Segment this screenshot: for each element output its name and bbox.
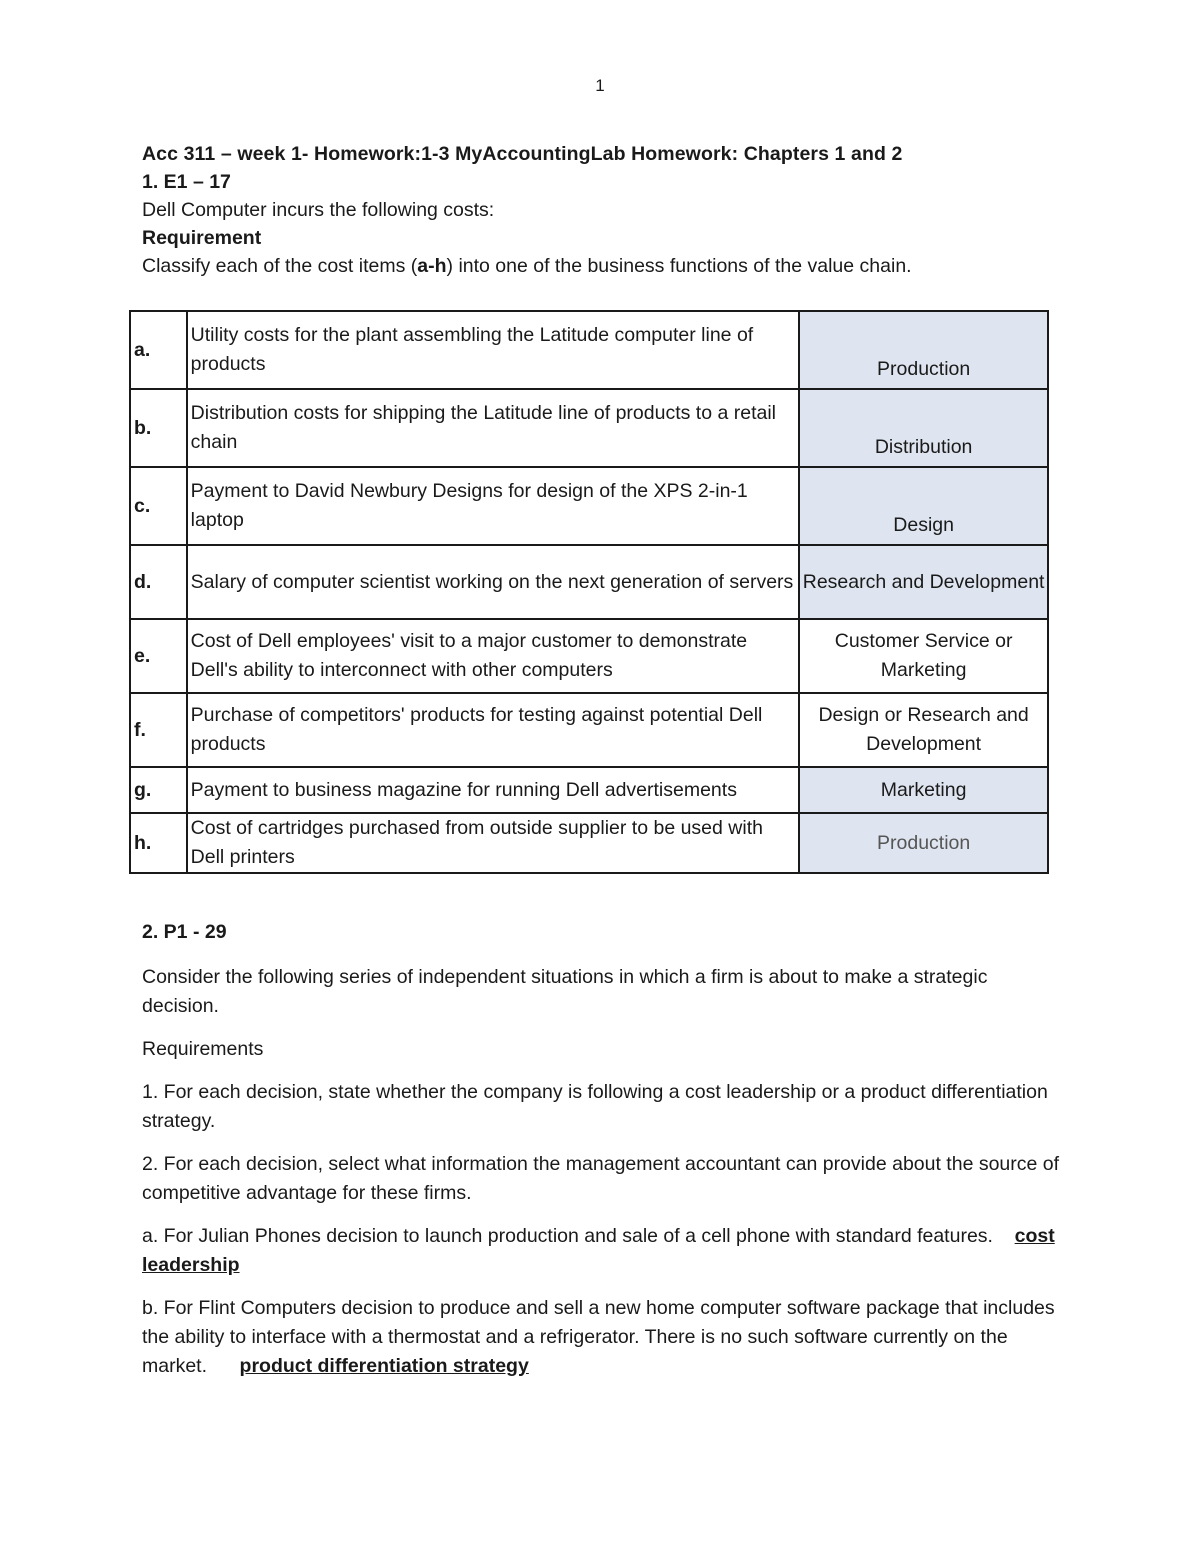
table-row (130, 311, 1048, 389)
page-number: 1 (595, 76, 605, 95)
situation-a-text: a. For Julian Phones decision to launch production and sale of a cell phone with standard features. (142, 1225, 993, 1247)
cost-description: Payment to David Newbury Designs for design of the XPS 2-in-1 laptop (187, 467, 800, 545)
business-function: Research and Development (799, 545, 1048, 619)
business-function: Design (799, 467, 1048, 545)
cost-description: Cost of Dell employees' visit to a major customer to demonstrate Dell's ability to interconnect with other computers (187, 619, 800, 693)
business-function: Production (799, 311, 1048, 389)
exercise1-instruction (142, 252, 1062, 280)
instruction-after: ) into one of the business functions of the value chain. (446, 255, 912, 277)
business-function: Production (799, 813, 1048, 873)
cost-description: Payment to business magazine for running Dell advertisements (187, 767, 800, 813)
exercise2-intro: Consider the following series of independent situations in which a firm is about to make a strategic decision. (142, 966, 988, 1017)
table-row (130, 693, 1048, 767)
row-letter: f. (130, 693, 187, 767)
business-function: Design or Research and Development (799, 693, 1048, 767)
situation-a (142, 1222, 1062, 1280)
cost-description: Distribution costs for shipping the Latitude line of products to a retail chain (187, 389, 800, 467)
requirement-2: 2. For each decision, select what information the management accountant can provide about the source of competitive advantage for these firms. (142, 1153, 1060, 1204)
cost-description: Salary of computer scientist working on the next generation of servers (187, 545, 800, 619)
business-function: Marketing (799, 767, 1048, 813)
situation-b-text: b. For Flint Computers decision to produce and sell a new home computer software package that includes the ability to interface with a thermostat and a refrigerator. There is no such software currently on the market. (142, 1297, 1055, 1377)
business-function: Distribution (799, 389, 1048, 467)
table-row (130, 467, 1048, 545)
exercise1-intro: Dell Computer incurs the following costs: (142, 199, 495, 221)
exercise1-heading: 1. E1 – 17 (142, 171, 231, 193)
exercise2-heading: 2. P1 - 29 (142, 921, 227, 943)
instruction-range: a-h (417, 255, 447, 277)
requirement-label: Requirement (142, 227, 262, 249)
situation-b-answer: product differentiation strategy (239, 1355, 529, 1377)
cost-description: Cost of cartridges purchased from outside supplier to be used with Dell printers (187, 813, 800, 873)
row-letter: a. (130, 311, 187, 389)
table-row (130, 619, 1048, 693)
instruction-before: Classify each of the cost items ( (142, 255, 418, 277)
cost-description: Utility costs for the plant assembling the Latitude computer line of products (187, 311, 800, 389)
row-letter: g. (130, 767, 187, 813)
requirement-1: 1. For each decision, state whether the company is following a cost leadership or a product differentiation strategy. (142, 1081, 1048, 1132)
table-row (130, 545, 1048, 619)
situation-b (142, 1294, 1062, 1381)
row-letter: e. (130, 619, 187, 693)
table-row (130, 767, 1048, 813)
cost-description: Purchase of competitors' products for testing against potential Dell products (187, 693, 800, 767)
table-row (130, 389, 1048, 467)
row-letter: h. (130, 813, 187, 873)
row-letter: b. (130, 389, 187, 467)
table-row (130, 813, 1048, 873)
exercise2-section (142, 918, 1062, 1381)
document-title: Acc 311 – week 1- Homework:1-3 MyAccountingLab Homework: Chapters 1 and 2 (142, 143, 903, 165)
business-function: Customer Service or Marketing (799, 619, 1048, 693)
situation-a-answer: cost leadership (142, 1225, 1055, 1276)
exercise1-header (142, 140, 1062, 280)
row-letter: c. (130, 467, 187, 545)
row-letter: d. (130, 545, 187, 619)
requirements-label: Requirements (142, 1038, 264, 1060)
value-chain-table (129, 310, 1049, 874)
